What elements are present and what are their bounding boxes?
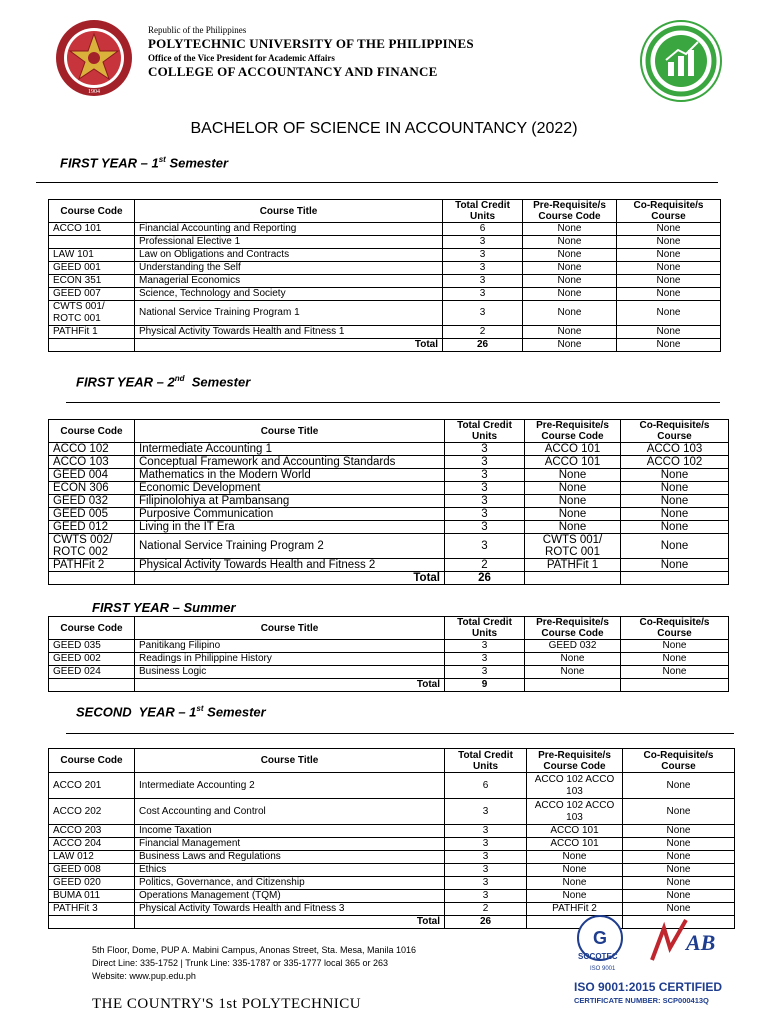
course-title-cell: Intermediate Accounting 1 bbox=[135, 443, 445, 456]
course-title-cell: Physical Activity Towards Health and Fitness 1 bbox=[135, 326, 443, 339]
table-row bbox=[49, 301, 721, 326]
credit-units-cell: 3 bbox=[445, 653, 525, 666]
total-units: 26 bbox=[443, 339, 523, 352]
prerequisite-cell: None bbox=[527, 890, 623, 903]
table-row bbox=[49, 521, 729, 534]
course-code-cell: GEED 012 bbox=[49, 521, 135, 534]
table-row bbox=[49, 236, 721, 249]
prerequisite-cell: CWTS 001/ ROTC 001 bbox=[525, 534, 621, 559]
total-corequisite bbox=[621, 572, 729, 585]
col-header-code: Course Code bbox=[49, 200, 135, 223]
total-units: 26 bbox=[445, 572, 525, 585]
total-prerequisite: None bbox=[523, 339, 617, 352]
course-code-cell: GEED 035 bbox=[49, 640, 135, 653]
table-row bbox=[49, 666, 729, 679]
corequisite-cell: ACCO 102 bbox=[621, 456, 729, 469]
corequisite-cell: None bbox=[623, 890, 735, 903]
col-header-title: Course Title bbox=[135, 420, 445, 443]
credit-units-cell: 2 bbox=[445, 903, 527, 916]
course-code-cell: LAW 012 bbox=[49, 851, 135, 864]
footer-address: 5th Floor, Dome, PUP A. Mabini Campus, Anonas Street, Sta. Mesa, Manila 1016 bbox=[92, 945, 416, 955]
prerequisite-cell: None bbox=[527, 851, 623, 864]
course-code-cell: ACCO 103 bbox=[49, 456, 135, 469]
total-empty-cell bbox=[49, 339, 135, 352]
credit-units-cell: 3 bbox=[445, 482, 525, 495]
course-code-cell: GEED 002 bbox=[49, 653, 135, 666]
course-table-y1s1 bbox=[48, 199, 721, 352]
corequisite-cell: ACCO 103 bbox=[621, 443, 729, 456]
total-empty-cell bbox=[49, 572, 135, 585]
credit-units-cell: 3 bbox=[443, 275, 523, 288]
course-code-cell bbox=[49, 236, 135, 249]
footer-phones: Direct Line: 335-1752 | Trunk Line: 335-1787 or 335-1777 local 365 or 263 bbox=[92, 958, 389, 968]
credit-units-cell: 3 bbox=[445, 825, 527, 838]
col-header-code: Course Code bbox=[49, 420, 135, 443]
section-rule bbox=[66, 733, 734, 734]
course-code-cell: ACCO 202 bbox=[49, 799, 135, 825]
credit-units-cell: 6 bbox=[445, 773, 527, 799]
col-header-coreq: Co-Requisite/s Course bbox=[617, 200, 721, 223]
course-code-cell: CWTS 002/ ROTC 002 bbox=[49, 534, 135, 559]
republic-line: Republic of the Philippines bbox=[148, 25, 247, 35]
prerequisite-cell: None bbox=[525, 666, 621, 679]
total-prerequisite bbox=[525, 572, 621, 585]
iso-label: ISO 9001 bbox=[590, 966, 616, 972]
credit-units-cell: 3 bbox=[443, 301, 523, 326]
credit-units-cell: 3 bbox=[443, 249, 523, 262]
credit-units-cell: 3 bbox=[445, 456, 525, 469]
seal-year: 1904 bbox=[88, 89, 100, 95]
table-row bbox=[49, 262, 721, 275]
credit-units-cell: 3 bbox=[445, 890, 527, 903]
course-title-cell: Filipinolohiya at Pambansang bbox=[135, 495, 445, 508]
course-code-cell: ACCO 101 bbox=[49, 223, 135, 236]
prerequisite-cell: None bbox=[523, 262, 617, 275]
table-row bbox=[49, 443, 729, 456]
course-title-cell: Intermediate Accounting 2 bbox=[135, 773, 445, 799]
table-row bbox=[49, 534, 729, 559]
table-row bbox=[49, 249, 721, 262]
section-heading-y2s1: SECOND YEAR – 1st Semester bbox=[76, 704, 266, 720]
college-name: COLLEGE OF ACCOUNTANCY AND FINANCE bbox=[148, 64, 438, 79]
table-row bbox=[49, 773, 735, 799]
certificate-number: CERTIFICATE NUMBER: SCP000413Q bbox=[574, 996, 709, 1005]
corequisite-cell: None bbox=[623, 851, 735, 864]
corequisite-cell: None bbox=[621, 653, 729, 666]
corequisite-cell: None bbox=[617, 301, 721, 326]
svg-text:G: G bbox=[592, 928, 608, 948]
credit-units-cell: 3 bbox=[445, 838, 527, 851]
table-row bbox=[49, 838, 735, 851]
course-code-cell: GEED 007 bbox=[49, 288, 135, 301]
course-title-cell: Understanding the Self bbox=[135, 262, 443, 275]
total-row bbox=[49, 679, 729, 692]
section-rule bbox=[36, 182, 718, 183]
credit-units-cell: 3 bbox=[445, 799, 527, 825]
col-header-title: Course Title bbox=[135, 749, 445, 773]
credit-units-cell: 3 bbox=[443, 262, 523, 275]
course-code-cell: GEED 024 bbox=[49, 666, 135, 679]
credit-units-cell: 3 bbox=[443, 236, 523, 249]
total-corequisite bbox=[621, 679, 729, 692]
prerequisite-cell: None bbox=[525, 495, 621, 508]
total-row bbox=[49, 572, 729, 585]
table-row bbox=[49, 877, 735, 890]
table-row bbox=[49, 640, 729, 653]
footer-contact bbox=[92, 944, 416, 983]
prerequisite-cell: ACCO 101 bbox=[525, 443, 621, 456]
course-code-cell: LAW 101 bbox=[49, 249, 135, 262]
col-header-prereq: Pre-Requisite/s Course Code bbox=[527, 749, 623, 773]
table-row bbox=[49, 482, 729, 495]
corequisite-cell: None bbox=[621, 482, 729, 495]
course-code-cell: PATHFit 1 bbox=[49, 326, 135, 339]
svg-text:AB: AB bbox=[686, 930, 716, 955]
col-header-prereq: Pre-Requisite/s Course Code bbox=[525, 420, 621, 443]
course-code-cell: GEED 004 bbox=[49, 469, 135, 482]
corequisite-cell: None bbox=[617, 236, 721, 249]
section-heading-y1summer: FIRST YEAR – Summer bbox=[92, 600, 236, 615]
table-row bbox=[49, 275, 721, 288]
table-row bbox=[49, 799, 735, 825]
credit-units-cell: 3 bbox=[445, 864, 527, 877]
table-row bbox=[49, 864, 735, 877]
col-header-coreq: Co-Requisite/s Course bbox=[623, 749, 735, 773]
university-name: POLYTECHNIC UNIVERSITY OF THE PHILIPPINES bbox=[148, 36, 474, 51]
letterhead bbox=[148, 24, 474, 80]
corequisite-cell: None bbox=[623, 864, 735, 877]
credit-units-cell: 3 bbox=[445, 495, 525, 508]
credit-units-cell: 2 bbox=[445, 559, 525, 572]
credit-units-cell: 3 bbox=[445, 640, 525, 653]
course-title-cell: Ethics bbox=[135, 864, 445, 877]
corequisite-cell: None bbox=[617, 288, 721, 301]
prerequisite-cell: None bbox=[525, 521, 621, 534]
course-title-cell: Purposive Communication bbox=[135, 508, 445, 521]
course-code-cell: GEED 032 bbox=[49, 495, 135, 508]
course-title-cell: Science, Technology and Society bbox=[135, 288, 443, 301]
total-units: 9 bbox=[445, 679, 525, 692]
corequisite-cell: None bbox=[621, 495, 729, 508]
col-header-units: Total Credit Units bbox=[445, 617, 525, 640]
document-title: BACHELOR OF SCIENCE IN ACCOUNTANCY (2022) bbox=[190, 120, 578, 137]
course-table-y1s2 bbox=[48, 419, 729, 585]
total-label: Total bbox=[135, 572, 445, 585]
col-header-title: Course Title bbox=[135, 617, 445, 640]
course-code-cell: ACCO 201 bbox=[49, 773, 135, 799]
prerequisite-cell: PATHFit 2 bbox=[527, 903, 623, 916]
prerequisite-cell: None bbox=[525, 653, 621, 666]
course-code-cell: PATHFit 3 bbox=[49, 903, 135, 916]
credit-units-cell: 3 bbox=[445, 851, 527, 864]
corequisite-cell: None bbox=[621, 559, 729, 572]
corequisite-cell: None bbox=[617, 275, 721, 288]
col-header-code: Course Code bbox=[49, 617, 135, 640]
total-corequisite: None bbox=[617, 339, 721, 352]
course-title-cell: Financial Management bbox=[135, 838, 445, 851]
total-empty-cell bbox=[49, 916, 135, 929]
course-code-cell: ECON 306 bbox=[49, 482, 135, 495]
credit-units-cell: 3 bbox=[445, 877, 527, 890]
col-header-prereq: Pre-Requisite/s Course Code bbox=[525, 617, 621, 640]
corequisite-cell: None bbox=[617, 262, 721, 275]
course-title-cell: Living in the IT Era bbox=[135, 521, 445, 534]
course-title-cell: Operations Management (TQM) bbox=[135, 890, 445, 903]
corequisite-cell: None bbox=[617, 326, 721, 339]
prerequisite-cell: None bbox=[523, 288, 617, 301]
credit-units-cell: 2 bbox=[443, 326, 523, 339]
prerequisite-cell: ACCO 101 bbox=[527, 825, 623, 838]
col-header-title: Course Title bbox=[135, 200, 443, 223]
table-row bbox=[49, 288, 721, 301]
col-header-code: Course Code bbox=[49, 749, 135, 773]
total-empty-cell bbox=[49, 679, 135, 692]
credit-units-cell: 3 bbox=[445, 469, 525, 482]
course-code-cell: CWTS 001/ ROTC 001 bbox=[49, 301, 135, 326]
corequisite-cell: None bbox=[621, 640, 729, 653]
course-code-cell: ECON 351 bbox=[49, 275, 135, 288]
table-row bbox=[49, 890, 735, 903]
course-title-cell: Economic Development bbox=[135, 482, 445, 495]
prerequisite-cell: None bbox=[523, 301, 617, 326]
total-row bbox=[49, 339, 721, 352]
col-header-units: Total Credit Units bbox=[445, 749, 527, 773]
col-header-units: Total Credit Units bbox=[445, 420, 525, 443]
corequisite-cell: None bbox=[623, 825, 735, 838]
course-code-cell: ACCO 102 bbox=[49, 443, 135, 456]
col-header-prereq: Pre-Requisite/s Course Code bbox=[523, 200, 617, 223]
course-title-cell: Mathematics in the Modern World bbox=[135, 469, 445, 482]
table-row bbox=[49, 825, 735, 838]
total-label: Total bbox=[135, 679, 445, 692]
prerequisite-cell: None bbox=[523, 326, 617, 339]
prerequisite-cell: None bbox=[525, 508, 621, 521]
total-prerequisite bbox=[525, 679, 621, 692]
course-title-cell: Managerial Economics bbox=[135, 275, 443, 288]
course-code-cell: GEED 005 bbox=[49, 508, 135, 521]
prerequisite-cell: GEED 032 bbox=[525, 640, 621, 653]
footer-tagline: THE COUNTRY'S 1st POLYTECHNICU bbox=[92, 996, 362, 1012]
course-code-cell: ACCO 204 bbox=[49, 838, 135, 851]
corequisite-cell: None bbox=[623, 773, 735, 799]
prerequisite-cell: None bbox=[523, 249, 617, 262]
course-title-cell: Politics, Governance, and Citizenship bbox=[135, 877, 445, 890]
prerequisite-cell: None bbox=[527, 877, 623, 890]
credit-units-cell: 3 bbox=[445, 666, 525, 679]
corequisite-cell: None bbox=[621, 521, 729, 534]
pup-seal-icon bbox=[44, 18, 144, 98]
course-code-cell: GEED 020 bbox=[49, 877, 135, 890]
corequisite-cell: None bbox=[621, 469, 729, 482]
corequisite-cell: None bbox=[621, 666, 729, 679]
course-code-cell: GEED 001 bbox=[49, 262, 135, 275]
prerequisite-cell: PATHFit 1 bbox=[525, 559, 621, 572]
course-title-cell: Physical Activity Towards Health and Fitness 2 bbox=[135, 559, 445, 572]
prerequisite-cell: None bbox=[525, 482, 621, 495]
course-title-cell: Income Taxation bbox=[135, 825, 445, 838]
prerequisite-cell: None bbox=[523, 223, 617, 236]
course-code-cell: PATHFit 2 bbox=[49, 559, 135, 572]
total-label: Total bbox=[135, 339, 443, 352]
course-title-cell: Law on Obligations and Contracts bbox=[135, 249, 443, 262]
iso-certification-badge bbox=[574, 908, 734, 1018]
total-units: 26 bbox=[445, 916, 527, 929]
course-title-cell: Physical Activity Towards Health and Fitness 3 bbox=[135, 903, 445, 916]
course-code-cell: BUMA 011 bbox=[49, 890, 135, 903]
course-title-cell: Readings in Philippine History bbox=[135, 653, 445, 666]
prerequisite-cell: ACCO 102 ACCO 103 bbox=[527, 799, 623, 825]
section-rule bbox=[66, 402, 720, 403]
course-title-cell: Business Logic bbox=[135, 666, 445, 679]
prerequisite-cell: None bbox=[523, 275, 617, 288]
credit-units-cell: 3 bbox=[443, 288, 523, 301]
table-row bbox=[49, 495, 729, 508]
course-title-cell: Cost Accounting and Control bbox=[135, 799, 445, 825]
course-table-y2s1 bbox=[48, 748, 735, 929]
course-title-cell: National Service Training Program 1 bbox=[135, 301, 443, 326]
table-row bbox=[49, 653, 729, 666]
prerequisite-cell: ACCO 102 ACCO 103 bbox=[527, 773, 623, 799]
table-row bbox=[49, 326, 721, 339]
credit-units-cell: 3 bbox=[445, 521, 525, 534]
total-label: Total bbox=[135, 916, 445, 929]
caf-logo-icon bbox=[640, 20, 722, 102]
col-header-coreq: Co-Requisite/s Course bbox=[621, 420, 729, 443]
credit-units-cell: 3 bbox=[445, 508, 525, 521]
credit-units-cell: 3 bbox=[445, 534, 525, 559]
section-heading-y1s1: FIRST YEAR – 1st Semester bbox=[60, 155, 229, 171]
socotec-label: SOCOTEC bbox=[578, 952, 618, 961]
corequisite-cell: None bbox=[623, 903, 735, 916]
table-row bbox=[49, 851, 735, 864]
prerequisite-cell: ACCO 101 bbox=[527, 838, 623, 851]
table-row bbox=[49, 456, 729, 469]
office-line: Office of the Vice President for Academic Affairs bbox=[148, 53, 335, 63]
iso-certified-text: ISO 9001:2015 CERTIFIED bbox=[574, 980, 723, 994]
table-row bbox=[49, 469, 729, 482]
course-title-cell: Business Laws and Regulations bbox=[135, 851, 445, 864]
course-code-cell: ACCO 203 bbox=[49, 825, 135, 838]
course-table-y1summer bbox=[48, 616, 729, 692]
corequisite-cell: None bbox=[623, 877, 735, 890]
course-title-cell: Panitikang Filipino bbox=[135, 640, 445, 653]
corequisite-cell: None bbox=[623, 838, 735, 851]
col-header-units: Total Credit Units bbox=[443, 200, 523, 223]
table-row bbox=[49, 223, 721, 236]
certification-logos-icon bbox=[574, 908, 734, 988]
table-row bbox=[49, 508, 729, 521]
prerequisite-cell: None bbox=[525, 469, 621, 482]
course-title-cell: National Service Training Program 2 bbox=[135, 534, 445, 559]
col-header-coreq: Co-Requisite/s Course bbox=[621, 617, 729, 640]
credit-units-cell: 6 bbox=[443, 223, 523, 236]
table-row bbox=[49, 559, 729, 572]
course-title-cell: Financial Accounting and Reporting bbox=[135, 223, 443, 236]
footer-website: Website: www.pup.edu.ph bbox=[92, 971, 196, 981]
course-title-cell: Conceptual Framework and Accounting Standards bbox=[135, 456, 445, 469]
corequisite-cell: None bbox=[621, 534, 729, 559]
course-code-cell: GEED 008 bbox=[49, 864, 135, 877]
corequisite-cell: None bbox=[617, 223, 721, 236]
prerequisite-cell: None bbox=[527, 864, 623, 877]
corequisite-cell: None bbox=[621, 508, 729, 521]
prerequisite-cell: None bbox=[523, 236, 617, 249]
credit-units-cell: 3 bbox=[445, 443, 525, 456]
prerequisite-cell: ACCO 101 bbox=[525, 456, 621, 469]
corequisite-cell: None bbox=[623, 799, 735, 825]
corequisite-cell: None bbox=[617, 249, 721, 262]
section-heading-y1s2: FIRST YEAR – 2nd Semester bbox=[76, 374, 251, 390]
course-title-cell: Professional Elective 1 bbox=[135, 236, 443, 249]
